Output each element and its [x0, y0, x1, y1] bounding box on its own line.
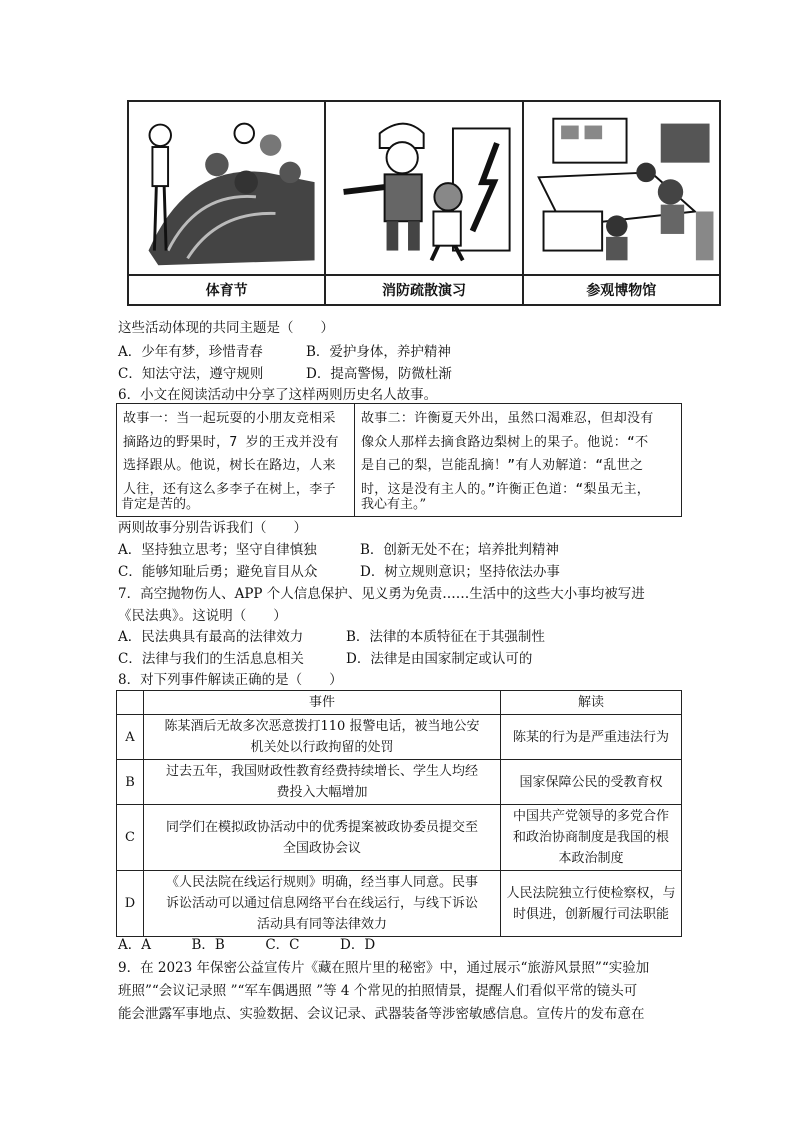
- q6-option-b: B．创新无处不在；培养批判精神: [360, 542, 559, 558]
- event-cell: [144, 715, 501, 760]
- table-row: [117, 715, 682, 760]
- reading-line: 人民法院独立行使检察权，与: [506, 885, 676, 901]
- reading-cell: [501, 760, 682, 805]
- table-header-row: [117, 691, 682, 715]
- column-header-event: 事件: [144, 691, 501, 715]
- events-table: [116, 690, 682, 937]
- row-label: D: [117, 871, 144, 937]
- reading-line: 国家保障公民的受教育权: [519, 774, 663, 790]
- event-cell: [144, 805, 501, 871]
- q7-stem-line2: 《民法典》。这说明（ ）: [118, 608, 287, 624]
- event-line: 同学们在模拟政协活动中的优秀提案被政协委员提交至: [165, 819, 478, 835]
- q5-option-b: B．爱护身体，养护精神: [306, 344, 451, 360]
- q9-line2: 班照”“会议记录照 ”“军车偶遇照 ”等 4 个常见的拍照情景，提醒人们看似平常的镜头可: [118, 983, 638, 999]
- q6-ask: 两则故事分别告诉我们（ ）: [118, 520, 307, 536]
- story-line: 人往，还有这么多李子在树上，李子: [123, 481, 336, 497]
- story-line: 选择跟从。他说，树长在路边，人来: [123, 458, 336, 473]
- panel-caption: 体育节: [129, 274, 324, 304]
- event-line: 费投入大幅增加: [276, 785, 368, 800]
- event-line: 全国政协会议: [282, 840, 361, 856]
- story-line: 摘路边的野果时，7 岁的王戎并没有: [123, 434, 339, 450]
- story-line: 像众人那样去摘食路边梨树上的果子。他说：“不: [361, 434, 649, 450]
- table-row: [117, 760, 682, 805]
- q5-stem: 这些活动体现的共同主题是（ ）: [118, 320, 334, 336]
- reading-line: 和政治协商制度是我国的根: [512, 830, 669, 845]
- event-line: 《人民法院在线运行规则》明确，经当事人同意。民事: [165, 875, 478, 890]
- q7-stem-line1: 7．高空抛物伤人、APP 个人信息保护、见义勇为免责……生活中的这些大小事均被写进: [118, 586, 645, 602]
- table-corner: [117, 691, 144, 715]
- q6-stem: 6．小文在阅读活动中分享了这样两则历史名人故事。: [118, 387, 438, 403]
- q9-line3: 能会泄露军事地点、实验数据、会议记录、武器装备等涉密敏感信息。宣传片的发布意在: [118, 1006, 645, 1022]
- table-row: [117, 871, 682, 937]
- q8-answer-options: A．A B．B C．C D．D: [118, 937, 376, 953]
- q6-option-a: A．坚持独立思考；坚守自律慎独: [118, 542, 317, 558]
- q5-option-d: D．提高警惕，防微杜渐: [306, 366, 452, 382]
- story-one-line: 肯定是苦的。: [121, 497, 200, 512]
- story-line: 是自己的梨，岂能乱摘！”有人劝解道：“乱世之: [361, 458, 644, 473]
- q5-option-a: A．少年有梦，珍惜青春: [118, 344, 263, 360]
- museum-visit-illustration: [524, 102, 719, 278]
- reading-cell: [501, 715, 682, 760]
- story-line: 故事一：当一起玩耍的小朋友竞相采: [123, 411, 336, 426]
- reading-line: 本政治制度: [558, 851, 624, 866]
- q6-option-d: D．树立规则意识；坚持依法办事: [360, 564, 560, 580]
- event-line: 机关处以行政拘留的处罚: [250, 740, 394, 755]
- event-line: 活动具有同等法律效力: [256, 917, 387, 932]
- reading-line: 中国共产党领导的多党合作: [512, 809, 669, 824]
- illustration-strip: [127, 100, 721, 306]
- story-line: 故事二：许衡夏天外出，虽然口渴难忍，但却没有: [361, 411, 654, 426]
- event-cell: [144, 760, 501, 805]
- q5-option-c: C．知法守法，遵守规则: [118, 366, 264, 382]
- panel-caption: 参观博物馆: [524, 274, 719, 304]
- event-line: 过去五年，我国财政性教育经费持续增长、学生人均经: [165, 764, 478, 779]
- panel-sports: [129, 102, 326, 304]
- reading-cell: [501, 871, 682, 937]
- story-two-line: 我心有主。”: [361, 497, 427, 512]
- row-label: C: [117, 805, 144, 871]
- reading-cell: [501, 805, 682, 871]
- panel-fire-drill: [326, 102, 523, 304]
- column-header-reading: 解读: [501, 691, 682, 715]
- event-cell: [144, 871, 501, 937]
- reading-line: 陈某的行为是严重违法行为: [512, 729, 669, 745]
- event-line: 陈某酒后无故多次恶意拨打110 报警电话，被当地公安: [164, 719, 480, 734]
- table-row: [117, 805, 682, 871]
- q8-stem: 8．对下列事件解读正确的是（ ）: [118, 672, 343, 688]
- event-line: 诉讼活动可以通过信息网络平台在线运行，与线下诉讼: [165, 896, 478, 911]
- q6-option-c: C．能够知耻后勇；避免盲目从众: [118, 564, 318, 580]
- row-label: A: [117, 715, 144, 760]
- row-label: B: [117, 760, 144, 805]
- q7-option-d: D．法律是由国家制定或认可的: [346, 651, 533, 667]
- panel-museum: [524, 102, 719, 304]
- q7-option-b: B．法律的本质特征在于其强制性: [346, 629, 545, 645]
- q7-option-c: C．法律与我们的生活息息相关: [118, 651, 304, 667]
- q9-line1: 9．在 2023 年保密公益宣传片《藏在照片里的秘密》中，通过展示“旅游风景照”“实验加: [118, 960, 650, 976]
- q7-option-a: A．民法典具有最高的法律效力: [118, 629, 304, 645]
- panel-caption: 消防疏散演习: [326, 274, 521, 304]
- sports-festival-illustration: [129, 102, 324, 278]
- fire-drill-illustration: [326, 102, 521, 278]
- reading-line: 时俱进，创新履行司法职能: [512, 906, 669, 922]
- story-line: 时，这是没有主人的。”许衡正色道：“梨虽无主，: [361, 481, 651, 497]
